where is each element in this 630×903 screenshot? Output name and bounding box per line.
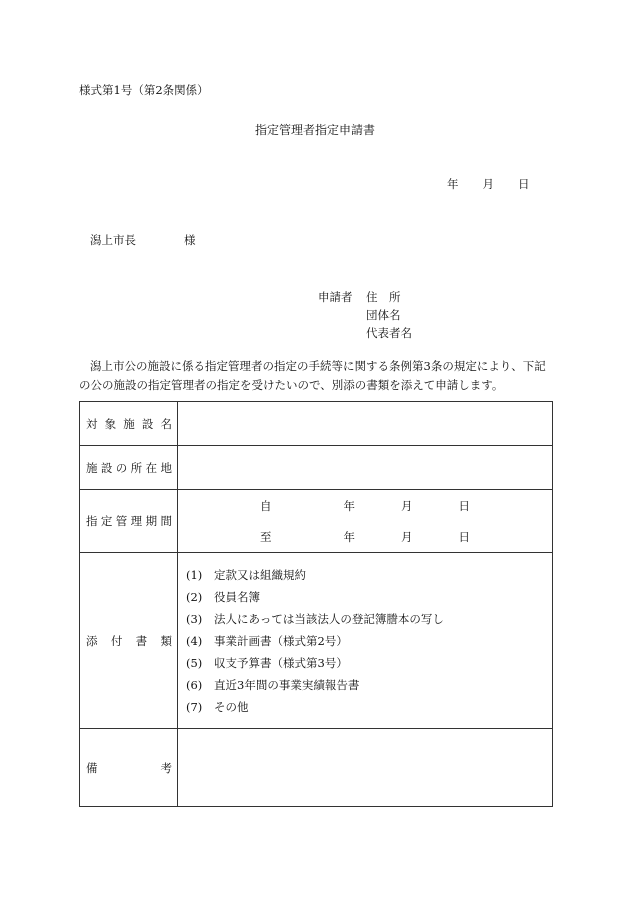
management-period-field[interactable] xyxy=(178,490,553,553)
label-char: 期 xyxy=(145,514,158,528)
row-remarks xyxy=(80,729,553,807)
date-line xyxy=(447,176,530,192)
label-char: 在 xyxy=(145,460,158,475)
attachment-item xyxy=(186,696,552,718)
label-char: の xyxy=(115,460,128,475)
facility-name-label-text xyxy=(86,416,172,432)
document-title: 指定管理者指定申請書 xyxy=(254,123,375,137)
body-paragraph: 潟上市公の施設に係る指定管理者の指定の手続等に関する条例第3条の規定により、下記の公の施設の指定管理者の指定を受けたいので、別添の書類を添えて申請します。 xyxy=(79,359,546,392)
applicant-representative-label: 代表者名 xyxy=(366,326,412,340)
attachments-label-text xyxy=(86,633,172,649)
label-char: 対 xyxy=(86,416,98,431)
attachment-number: (2) xyxy=(186,589,203,604)
row-facility-location xyxy=(80,446,553,490)
label-char: 管 xyxy=(115,514,128,528)
facility-location-field[interactable] xyxy=(178,446,553,490)
attachment-text: 法人にあっては当該法人の登記簿謄本の写し xyxy=(214,611,444,626)
attachment-number: (3) xyxy=(186,611,203,626)
facility-name-label xyxy=(80,402,178,446)
attachment-number: (6) xyxy=(186,677,203,692)
attachment-text: 役員名簿 xyxy=(214,589,260,604)
row-attachments xyxy=(80,553,553,729)
label-char: 設 xyxy=(100,460,113,475)
period-to-day: 日 xyxy=(458,529,470,544)
facility-name-field[interactable] xyxy=(178,402,553,446)
application-table xyxy=(79,401,553,807)
management-period-label-text xyxy=(86,513,172,529)
remarks-field[interactable] xyxy=(178,729,553,807)
period-from-day: 日 xyxy=(458,498,470,513)
body-text xyxy=(79,357,554,395)
label-char: 設 xyxy=(141,416,154,431)
attachment-text: 定款又は組織規約 xyxy=(214,567,306,582)
facility-location-label-text xyxy=(86,460,172,476)
label-char: 添 xyxy=(86,633,98,648)
label-char: 理 xyxy=(130,514,143,528)
attachment-text: 事業計画書（様式第2号） xyxy=(214,633,348,648)
row-management-period xyxy=(80,490,553,553)
attachment-list xyxy=(178,564,552,718)
attachment-item xyxy=(186,652,552,674)
attachment-text: その他 xyxy=(214,699,249,714)
attachment-number: (5) xyxy=(186,655,203,670)
label-char: 所 xyxy=(130,460,143,475)
label-char: 施 xyxy=(123,416,135,431)
facility-location-label xyxy=(80,446,178,490)
remarks-label-text xyxy=(86,760,172,776)
label-char: 付 xyxy=(110,633,123,648)
attachments-label xyxy=(80,553,178,729)
applicant-label: 申請者 xyxy=(318,290,353,304)
label-char: 書 xyxy=(135,633,148,648)
attachment-item xyxy=(186,586,552,608)
label-char: 名 xyxy=(160,416,172,431)
addressee xyxy=(90,232,196,248)
attachment-text: 収支予算書（様式第3号） xyxy=(214,655,348,670)
attachment-text: 直近3年間の事業実績報告書 xyxy=(214,677,360,692)
addressee-honorific: 様 xyxy=(184,233,196,247)
period-from xyxy=(178,490,552,521)
period-to-prefix: 至 xyxy=(260,529,272,544)
applicant-address-label: 住 所 xyxy=(366,290,401,304)
attachment-item xyxy=(186,564,552,586)
period-to-year: 年 xyxy=(343,529,355,544)
label-char: 類 xyxy=(160,633,172,648)
attachment-item xyxy=(186,608,552,630)
period-to xyxy=(178,521,552,552)
label-char: 備 xyxy=(86,760,98,775)
applicant-block xyxy=(318,288,412,342)
period-from-year: 年 xyxy=(343,498,355,513)
applicant-org-label: 団体名 xyxy=(366,308,401,322)
date-day: 日 xyxy=(518,177,530,191)
attachment-item xyxy=(186,674,552,696)
form-number: 様式第1号（第2条関係） xyxy=(79,83,209,97)
date-month: 月 xyxy=(482,177,494,191)
date-year: 年 xyxy=(447,177,459,191)
label-char: 指 xyxy=(86,514,98,528)
label-char: 間 xyxy=(160,514,172,528)
management-period-label xyxy=(80,490,178,553)
label-char: 施 xyxy=(86,460,98,475)
attachment-number: (7) xyxy=(186,699,203,714)
period-from-prefix: 自 xyxy=(260,498,272,513)
addressee-name: 潟上市長 xyxy=(90,233,136,247)
attachment-number: (1) xyxy=(186,567,203,582)
label-char: 考 xyxy=(160,760,172,775)
period-to-month: 月 xyxy=(401,529,413,544)
attachment-number: (4) xyxy=(186,633,203,648)
label-char: 象 xyxy=(104,416,117,431)
attachment-item xyxy=(186,630,552,652)
remarks-label xyxy=(80,729,178,807)
period-from-month: 月 xyxy=(401,498,413,513)
label-char: 地 xyxy=(160,460,172,475)
label-char: 定 xyxy=(100,514,113,528)
row-facility-name xyxy=(80,402,553,446)
attachments-field xyxy=(178,553,553,729)
